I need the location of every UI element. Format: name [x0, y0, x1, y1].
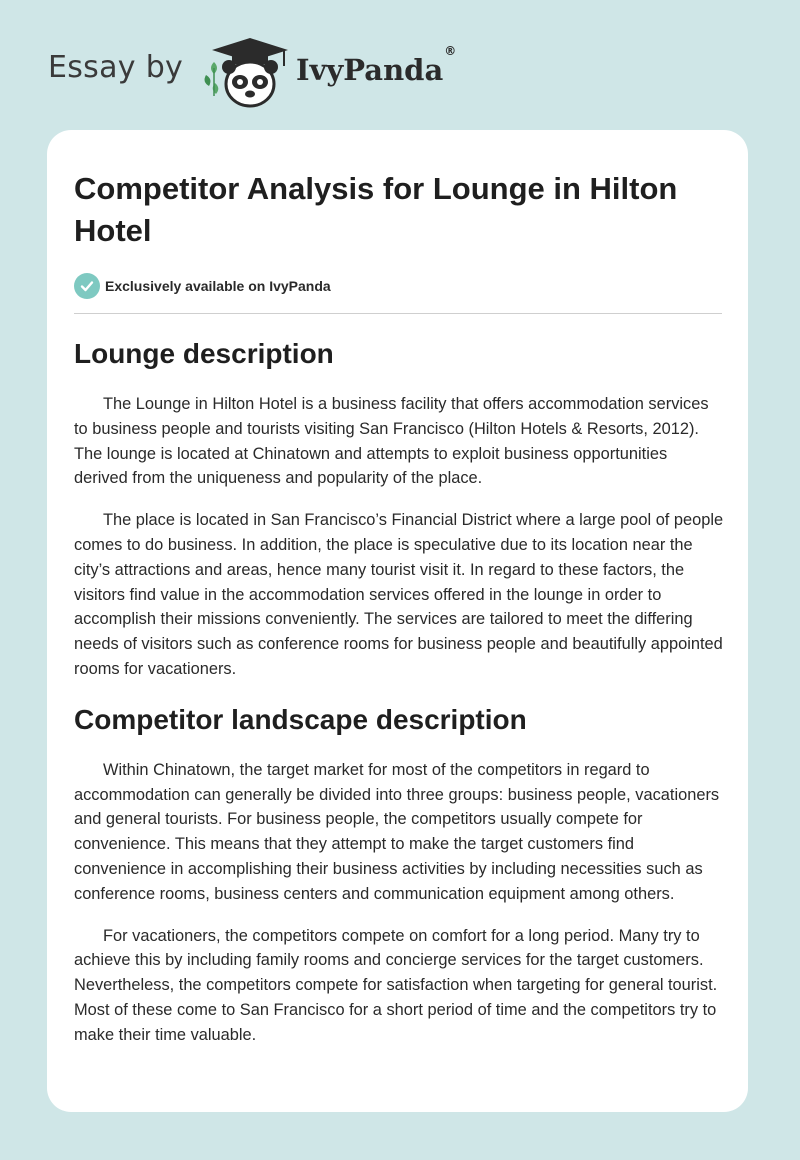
divider	[74, 313, 722, 314]
exclusive-badge-label: Exclusively available on IvyPanda	[105, 278, 331, 294]
registered-mark: ®	[444, 44, 457, 59]
brand-name[interactable]	[296, 44, 457, 87]
paragraph: Within Chinatown, the target market for most of the competitors in regard to accommodation can generally be divided into three groups: business people, vacationers and general tourists. For business people, the competitors usually compete for convenience. This means that they attempt to make the target customers find convenience in accomplishing their business activities by including necessities such as conference rooms, business centers and communication equipment among others.	[74, 760, 720, 903]
brand-text: IvyPanda	[296, 53, 444, 87]
section-heading-competitor: Competitor landscape description	[74, 703, 527, 735]
exclusive-badge	[74, 272, 721, 300]
article-title: Competitor Analysis for Lounge in Hilton Hotel	[74, 171, 678, 248]
paragraph: The Lounge in Hilton Hotel is a business facility that offers accommodation services to business people and tourists visiting San Francisco (Hilton Hotels & Resorts, 2012). The lounge is located at Chinatown and attempts to exploit business opportunities derived from the uniqueness and popularity of the place.	[74, 395, 709, 488]
article-card	[47, 130, 748, 1112]
paragraph: The place is located in San Francisco’s Financial District where a large pool of people comes to do business. In addition, the place is speculative due to its location near the city’s attractions and areas, hence many tourist visit it. In regard to these factors, the visitors find value in the accommodation services offered in the lounge in order to accomplish their missions conveniently. The services are tailored to meet the differing needs of visitors such as conference rooms for business people and beautifully appointed rooms for vacationers.	[74, 511, 724, 678]
section-heading-lounge: Lounge description	[74, 338, 334, 369]
paragraph: For vacationers, the competitors compete on comfort for a long period. Many try to achieve this by including family rooms and concierge services for the target customers. Nevertheless, the competitors compete for satisfaction when targeting for general tourist. Most of these come to San Francisco for a short period of time and the competitors try to make their time valuable.	[74, 926, 718, 1044]
essay-by-label: Essay by	[48, 50, 184, 85]
site-header	[0, 0, 800, 118]
panda-logo-icon[interactable]	[200, 34, 292, 110]
check-icon	[74, 273, 100, 299]
